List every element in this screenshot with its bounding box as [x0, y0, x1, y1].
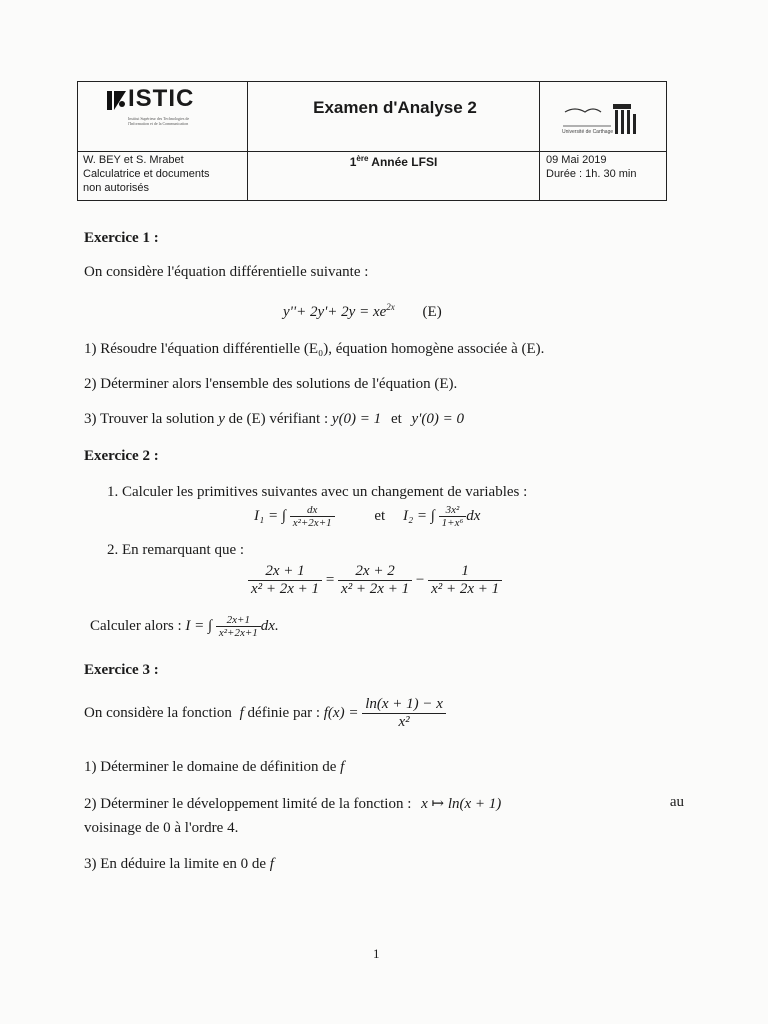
- ex2-heading: Exercice 2 :: [84, 448, 159, 464]
- ex3-q2-continuation: voisinage de 0 à l'ordre 4.: [84, 820, 239, 836]
- ex1-equation-exponent: 2x: [386, 302, 395, 312]
- ex1-equation-body: y''+ 2y'+ 2y = xe: [283, 304, 387, 320]
- note-line-1: Calculatrice et documents: [83, 168, 210, 180]
- ex3-question-3: [84, 856, 274, 873]
- ex2-frac-3: [428, 563, 502, 598]
- ex2-frac-1: [248, 563, 322, 598]
- exam-date: 09 Mai 2019: [546, 154, 607, 166]
- ex2-equals: =: [325, 571, 335, 588]
- ex1-q3-cond-2: y'(0) = 0: [411, 411, 464, 427]
- ex2-I2-dx: dx: [466, 507, 481, 524]
- ex2-item-2: 2. En remarquant que :: [107, 542, 245, 558]
- ex3-fraction: [362, 696, 446, 731]
- ex1-heading: Exercice 1 :: [84, 230, 159, 246]
- ex2-frac-2-num: 2x + 2: [338, 563, 412, 581]
- ex1-q3-y: y: [218, 411, 225, 427]
- year-number: 1: [349, 155, 357, 169]
- year-text: Année LFSI: [371, 155, 438, 169]
- ex3-intro-text: On considère la fonction: [84, 704, 232, 721]
- ex1-q3-part-a: 3) Trouver la solution: [84, 411, 215, 427]
- university-logo-text: Université de Carthage: [562, 129, 614, 135]
- ex3-q1-f: f: [340, 759, 345, 775]
- ex1-intro: On considère l'équation différentielle suivante :: [84, 264, 369, 280]
- ex2-frac-2: [338, 563, 412, 598]
- ex2-identity: [248, 563, 502, 598]
- ex3-num: ln(x + 1) − x: [362, 696, 446, 714]
- ex2-frac-1-num: 2x + 1: [248, 563, 322, 581]
- exam-duration: Durée : 1h. 30 min: [546, 168, 637, 180]
- ex2-I2-fraction: [439, 504, 467, 529]
- ex3-den: x²: [398, 714, 410, 730]
- exam-title: Examen d'Analyse 2: [313, 98, 477, 117]
- ex1-question-1: 1) Résoudre l'équation différentielle (E₀), équation homogène associée à (E).: [84, 341, 545, 357]
- date-cell: [546, 153, 637, 181]
- ex2-I-label: I = ∫: [185, 617, 213, 634]
- ex3-fx: f(x) =: [323, 704, 359, 721]
- ex3-question-2: [84, 794, 684, 813]
- ex3-q2-map: x ↦ ln(x + 1): [421, 796, 502, 812]
- ex1-question-3: [84, 411, 464, 428]
- ex2-I1-label: I₁ = ∫: [254, 507, 286, 524]
- ex3-q2-text-a: 2) Déterminer le développement limité de la fonction :: [84, 796, 412, 812]
- ex2-I1-fraction: [290, 504, 335, 529]
- ex3-q1-text: 1) Déterminer le domaine de définition de: [84, 759, 337, 775]
- authors-cell: [83, 153, 210, 195]
- ex1-question-2: 2) Déterminer alors l'ensemble des solutions de l'équation (E).: [84, 376, 458, 392]
- ex3-question-1: [84, 759, 344, 776]
- ex2-I-num: 2x+1: [216, 614, 261, 627]
- ex2-primitives: [254, 504, 480, 529]
- istic-logo-icon: [106, 88, 128, 112]
- ex2-calc: [90, 614, 279, 639]
- year-superscript: ère: [356, 154, 369, 163]
- ex2-frac-3-den: x² + 2x + 1: [431, 581, 500, 597]
- ex2-frac-2-den: x² + 2x + 1: [341, 581, 410, 597]
- ex1-equation: [283, 302, 442, 321]
- ex2-calc-text: Calculer alors :: [90, 617, 182, 634]
- authors: W. BEY et S. Mrabet: [83, 154, 184, 166]
- ex3-q2-au: au: [669, 794, 684, 810]
- ex1-q3-et: et: [390, 411, 402, 427]
- ex2-I-fraction: [216, 614, 261, 639]
- ex2-I2-num: 3x²: [439, 504, 467, 517]
- ex1-equation-tag: (E): [422, 304, 442, 320]
- ex2-frac-1-den: x² + 2x + 1: [251, 581, 320, 597]
- ex2-I2-den: 1+x⁶: [441, 517, 464, 529]
- ex3-heading: Exercice 3 :: [84, 662, 159, 678]
- istic-logo-text: ISTIC: [128, 85, 195, 112]
- ex3-f: f: [239, 704, 244, 721]
- ex1-q3-part-b: de (E) vérifiant :: [228, 411, 329, 427]
- ex3-q3-text: 3) En déduire la limite en 0 de: [84, 856, 267, 872]
- ex3-q3-f: f: [269, 856, 274, 872]
- ex2-minus: −: [415, 571, 425, 588]
- ex2-item-1: 1. Calculer les primitives suivantes avec un changement de variables :: [107, 484, 528, 500]
- year-cell: [248, 154, 539, 169]
- ex2-I1-den: x²+2x+1: [292, 517, 332, 529]
- ex2-I1-num: dx: [290, 504, 335, 517]
- istic-logo-subtitle: Institut Supérieur des Technologies de l'Information et de la Communication: [128, 116, 190, 126]
- ex3-intro: [84, 696, 446, 731]
- ex2-frac-3-num: 1: [428, 563, 502, 581]
- note-line-2: non autorisés: [83, 182, 150, 194]
- ex2-I-dx: dx.: [260, 617, 279, 634]
- ex2-I2-label: I₂ = ∫: [402, 507, 435, 524]
- header-table: [77, 81, 667, 201]
- ex3-def: définie par :: [247, 704, 321, 721]
- ex2-I-den: x²+2x+1: [218, 627, 258, 639]
- page-number: 1: [373, 946, 380, 961]
- ex2-et: et: [374, 507, 386, 524]
- ex1-q3-cond-1: y(0) = 1: [331, 411, 382, 427]
